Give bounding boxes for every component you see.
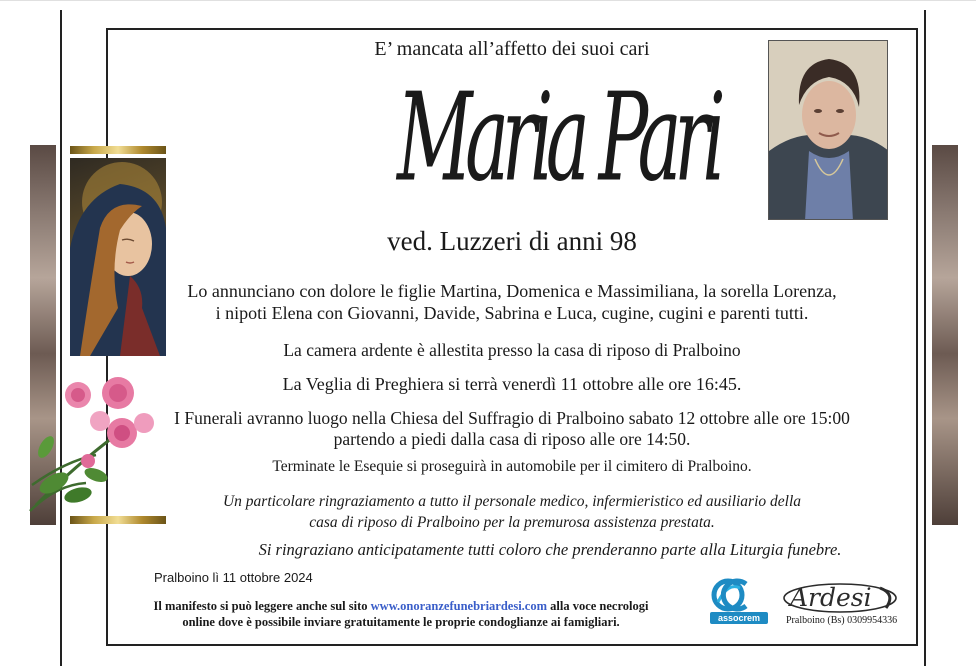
footer-line-1-start: Il manifesto si può leggere anche sul sito	[153, 599, 371, 613]
deceased-name: Maria Pari	[397, 67, 719, 209]
thanks-text	[106, 491, 918, 533]
top-border	[0, 0, 976, 1]
announcement	[106, 280, 918, 324]
final-thanks-text: Si ringraziano anticipatamente tutti coloro che prenderanno parte alla Liturgia funebre.	[258, 540, 842, 559]
deceased-portrait	[768, 40, 888, 220]
funerali-text	[106, 408, 918, 450]
funerali-line-2: partendo a piedi dalla casa di riposo alle ore 14:50.	[333, 429, 691, 449]
assocrem-logo-label: assocrem	[710, 612, 768, 624]
madonna-image	[70, 158, 166, 356]
funerali-line-1: I Funerali avranno luogo nella Chiesa del Suffragio di Pralboino sabato 12 ottobre alle ore 15:00	[174, 408, 850, 428]
intro-text: E’ mancata all’affetto dei suoi cari	[374, 38, 650, 60]
thanks-line-1: Un particolare ringraziamento a tutto il personale medico, infermieristico ed ausiliario della	[222, 493, 802, 510]
website-link[interactable]: www.onoranzefunebriardesi.com	[370, 599, 548, 613]
deceased-subtitle: ved. Luzzeri di anni 98	[387, 226, 637, 256]
camera-ardente-text: La camera ardente è allestita presso la casa di riposo di Pralboino	[283, 340, 741, 360]
ardesi-logo-text: Ardesi	[790, 583, 872, 612]
left-rule	[60, 10, 62, 666]
place-date: Pralboino lì 11 ottobre 2024	[154, 570, 313, 585]
footer-line-2: online dove è possibile inviare gratuitamente le proprie condoglianze ai famigliari.	[182, 615, 620, 629]
footer-note	[106, 598, 696, 630]
footer-line-1	[106, 598, 696, 614]
footer-line-1-end: alla voce necrologi	[547, 599, 649, 613]
esequie-text: Terminate le Esequie si proseguirà in automobile per il cimitero di Pralboino.	[272, 458, 752, 475]
ardesi-contact: Pralboino (Bs) 0309954336	[786, 615, 898, 626]
veglia-text: La Veglia di Preghiera si terrà venerdì 11 ottobre alle ore 16:45.	[282, 374, 742, 394]
gold-bar-top	[70, 146, 166, 154]
announcement-line-1: Lo annunciano con dolore le figlie Martina, Domenica e Massimiliana, la sorella Lorenza,	[187, 281, 837, 301]
right-rule	[924, 10, 926, 666]
announcement-line-2: i nipoti Elena con Giovanni, Davide, Sabrina e Luca, cugine, cugini e parenti tutti.	[215, 303, 809, 323]
thanks-line-2: casa di riposo di Pralboino per la premurosa assistenza prestata.	[309, 514, 715, 531]
marble-strip-right	[932, 145, 958, 525]
